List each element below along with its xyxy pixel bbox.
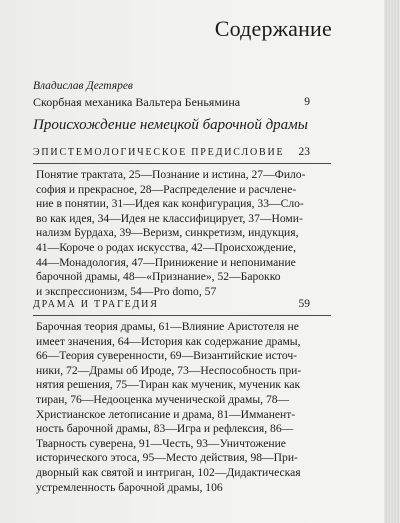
contents-line: исторического этоса, 95—Место действия, 98—При-: [36, 451, 298, 465]
section-divider: [33, 315, 331, 316]
section-page-epistemology: 23: [298, 146, 310, 158]
page-title: Содержание: [214, 16, 332, 41]
foreword-title: Скорбная механика Вальтера Беньямина: [33, 95, 241, 109]
foreword-page-number: 9: [304, 96, 310, 108]
page-stack-edge: [384, 0, 400, 523]
contents-line: во как идея, 34—Идея не классифицирует, 37—Номи-: [36, 211, 303, 225]
contents-line: Христианское летописание и драма, 81—Имманент-: [36, 407, 296, 421]
contents-line: нятия решения, 75—Тиран как мученик, мученик как: [36, 378, 301, 392]
section-page-drama: 59: [298, 298, 310, 310]
contents-line: Понятие трактата, 25—Познание и истина, 27—Фило-: [36, 168, 306, 181]
section-divider: [33, 163, 331, 164]
contents-line: и экспрессионизм, 54—Pro domo, 57: [36, 284, 217, 298]
section-heading-epistemology: ЭПИСТЕМОЛОГИЧЕСКОЕ ПРЕДИСЛОВИЕ: [33, 147, 285, 158]
contents-line: имеет значения, 64—История как содержание драмы,: [36, 334, 301, 348]
contents-line: ники, 72—Драмы об Ироде, 73—Неспособность при-: [36, 363, 302, 377]
section-contents-epistemology: [36, 168, 330, 299]
contents-line: софия и прекрасное, 28—Распределение и расчлене-: [36, 182, 297, 196]
contents-line: барочной драмы, 48—«Признание», 52—Барокко: [36, 270, 281, 284]
book-title: Происхождение немецкой барочной драмы: [33, 117, 308, 133]
foreword-author: Владислав Дегтярев: [33, 80, 133, 92]
contents-line: дворный как святой и интриган, 102—Дидактическая: [36, 465, 301, 479]
contents-line: тиран, 76—Недооценка мученической драмы, 78—: [36, 392, 290, 406]
contents-line: Тварность суверена, 91—Честь, 93—Уничтожение: [36, 436, 286, 450]
contents-line: Барочная теория драмы, 61—Влияние Аристотеля не: [36, 320, 299, 333]
section-heading-drama: ДРАМА И ТРАГЕДИЯ: [33, 299, 159, 310]
contents-line: нализм Бурдаха, 39—Веризм, синкретизм, индукция,: [36, 226, 299, 240]
section-contents-drama: [36, 320, 330, 495]
contents-line: 44—Монадология, 47—Принижение и непонимание: [36, 255, 296, 269]
contents-line: ность барочной драмы, 83—Игра и рефлексия, 86—: [36, 422, 294, 436]
contents-line: 66—Теория суверенности, 69—Византийские источ-: [36, 349, 298, 363]
contents-line: ние в понятии, 31—Идея как конфигурация, 33—Сло-: [36, 197, 304, 211]
contents-line: устремленность барочной драмы, 106: [36, 480, 223, 494]
contents-line: 41—Короче о родах искусства, 42—Происхождение,: [36, 240, 296, 254]
